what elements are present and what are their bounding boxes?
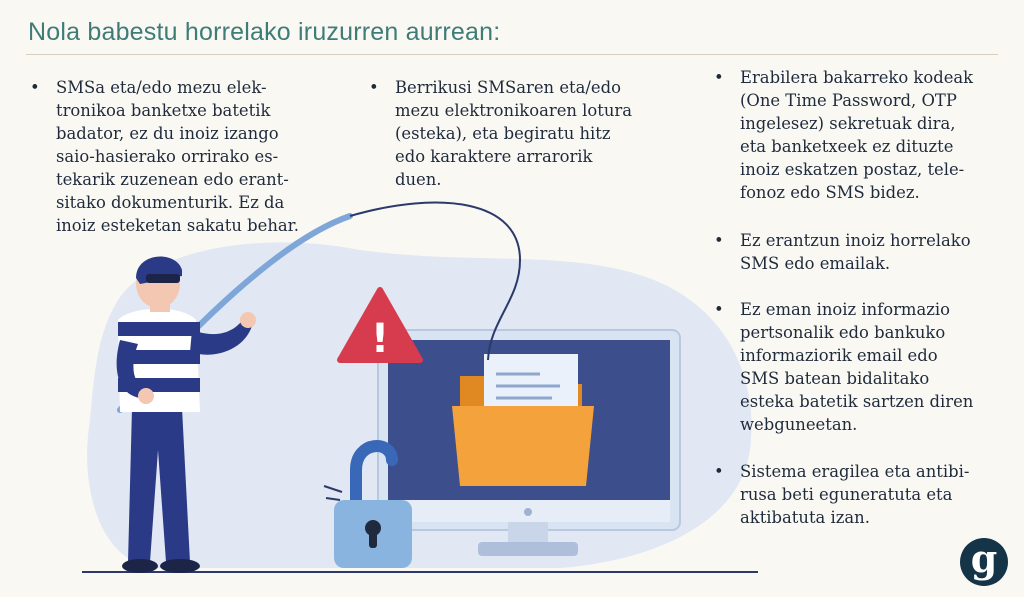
bullet-marker: • <box>369 78 379 97</box>
tip-item <box>30 76 299 237</box>
tip-text: Ez eman inoiz informazio pertsonalik edo bankuko informaziorik email edo SMS batean bidalitako esteka batetik sartzen diren webguneetan. <box>740 300 974 434</box>
bullet-marker: • <box>714 68 724 87</box>
bullet-marker: • <box>714 231 724 250</box>
tip-item <box>714 229 971 275</box>
tip-text: Sistema eragilea eta antibi- rusa beti eguneratuta eta aktibatuta izan. <box>740 462 970 527</box>
tip-text: Erabilera bakarreko kodeak (One Time Password, OTP ingelesez) sekretuak dira, eta banketxeek ez dituzte inoiz eskatzen postaz, tele- fonoz edo SMS bidez. <box>740 68 974 202</box>
mask <box>146 274 180 283</box>
document-icon <box>484 354 578 414</box>
bullet-marker: • <box>714 300 724 319</box>
tip-item <box>714 460 970 529</box>
tip-item <box>714 66 974 204</box>
tip-item <box>369 76 633 191</box>
tip-text: SMSa eta/edo mezu elek- tronikoa banketxe batetik badator, ez du inoiz izango saio-hasierako orrirako es- tekarik zuzenean edo erant- sitako dokumenturik. Ez da inoiz esteketan sakatu behar. <box>56 78 299 235</box>
brand-logo: g <box>960 538 1008 586</box>
tip-text: Berrikusi SMSaren eta/edo mezu elektronikoaren lotura (esteka), eta begiratu hitz edo karaktere arrarorik duen. <box>395 78 633 189</box>
bullet-marker: • <box>30 78 40 97</box>
tip-text: Ez erantzun inoiz horrelako SMS edo emailak. <box>740 231 971 273</box>
warning-exclamation: ! <box>370 316 390 362</box>
bullet-marker: • <box>714 462 724 481</box>
page-title: Nola babestu horrelako iruzurren aurrean: <box>28 18 501 46</box>
tip-item <box>714 298 974 436</box>
